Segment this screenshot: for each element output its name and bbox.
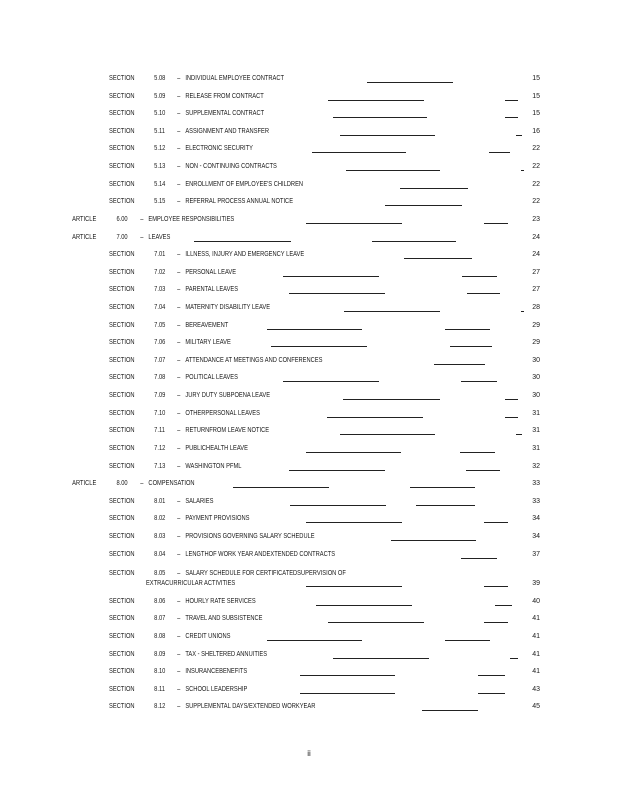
toc-entry-kind: SECTION	[109, 633, 135, 640]
toc-entry-dash: –	[177, 686, 181, 693]
toc-entry-title: SUPPLEMENTAL DAYS/EXTENDED WORKYEAR	[185, 703, 316, 710]
toc-entry-number: 8.09	[154, 651, 166, 658]
toc-entry-number: 6.00	[116, 216, 128, 223]
toc-entry-kind: SECTION	[109, 339, 135, 346]
toc-entry-kind: SECTION	[109, 93, 135, 100]
toc-entry-kind: SECTION	[109, 598, 135, 605]
toc-entry-leader-line	[385, 205, 462, 206]
toc-entry-page-number: 41	[532, 651, 540, 658]
toc-entry	[0, 613, 507, 625]
toc-entry-leader-line	[328, 622, 424, 623]
toc-entry-leader-line	[289, 470, 385, 471]
toc-entry-trailing-line	[460, 452, 495, 453]
toc-entry-trailing-line	[461, 381, 497, 382]
toc-entry-page-number: 27	[532, 286, 540, 293]
toc-entry-dash: –	[177, 445, 181, 452]
toc-entry-leader-line	[271, 346, 367, 347]
toc-entry-dash: –	[177, 703, 181, 710]
toc-entry-title: NON - CONTINUING CONTRACTS	[185, 163, 277, 170]
toc-entry	[0, 443, 507, 455]
toc-entry-trailing-line	[505, 399, 518, 400]
toc-entry-title: BEREAVEMENT	[185, 322, 229, 329]
toc-entry-title: PROVISIONS GOVERNING SALARY SCHEDULE	[185, 533, 315, 540]
toc-entry-leader-line	[346, 170, 440, 171]
toc-entry	[0, 513, 507, 525]
toc-entry-trailing-line	[505, 100, 518, 101]
toc-entry	[0, 461, 507, 473]
toc-entry-page-number: 41	[532, 615, 540, 622]
toc-entry-title: TAX - SHELTERED ANNUITIES	[185, 651, 268, 658]
toc-entry-dash: –	[177, 615, 181, 622]
toc-entry-leader-line	[328, 100, 424, 101]
toc-entry-page-number: 39	[532, 580, 540, 587]
toc-entry-kind: SECTION	[109, 251, 135, 258]
toc-entry-number: 5.11	[154, 128, 165, 135]
toc-entry-trailing-line	[416, 505, 475, 506]
toc-entry	[0, 478, 507, 490]
toc-entry-leader-line	[300, 693, 395, 694]
toc-entry-number: 7.04	[154, 304, 166, 311]
toc-entry-dash: –	[177, 198, 181, 205]
toc-entry	[0, 649, 507, 661]
toc-entry-dash: –	[140, 216, 144, 223]
toc-entry-dash: –	[177, 633, 181, 640]
toc-entry-dash: –	[177, 551, 181, 558]
toc-entry-number: 8.05	[154, 570, 166, 577]
toc-entry-trailing-line	[484, 622, 508, 623]
toc-entry-number: 8.00	[116, 480, 128, 487]
toc-entry-dash: –	[177, 515, 181, 522]
toc-entry	[0, 108, 507, 120]
toc-entry	[0, 531, 507, 543]
toc-entry-title: CREDIT UNIONS	[185, 633, 231, 640]
toc-entry	[0, 232, 507, 244]
toc-entry-trailing-line	[484, 586, 508, 587]
toc-entry-kind: SECTION	[109, 128, 135, 135]
toc-entry-page-number: 28	[532, 304, 540, 311]
toc-entry-trailing-line	[450, 346, 492, 347]
toc-entry-leader-line	[290, 505, 386, 506]
toc-entry-kind: SECTION	[109, 615, 135, 622]
toc-entry-dash: –	[177, 163, 181, 170]
toc-entry-leader-line	[434, 364, 485, 365]
toc-entry-kind: SECTION	[109, 304, 135, 311]
toc-entry-leader-line	[327, 417, 423, 418]
toc-entry-dash: –	[177, 145, 181, 152]
toc-entry-kind: SECTION	[109, 703, 135, 710]
toc-entry-kind: ARTICLE	[72, 480, 97, 487]
toc-entry-number: 5.10	[154, 110, 166, 117]
toc-entry-kind: SECTION	[109, 463, 135, 470]
toc-entry-trailing-line	[484, 522, 508, 523]
toc-entry-leader-line	[233, 487, 329, 488]
toc-entry-dash: –	[177, 598, 181, 605]
toc-entry-number: 7.08	[154, 374, 166, 381]
toc-entry-leader-line	[367, 82, 453, 83]
toc-entry-number: 7.12	[154, 445, 166, 452]
toc-entry	[0, 126, 507, 138]
toc-entry-kind: SECTION	[109, 570, 135, 577]
toc-entry-number: 8.08	[154, 633, 166, 640]
toc-entry-number: 8.11	[154, 686, 165, 693]
toc-entry	[0, 701, 507, 713]
toc-entry-leader-line	[316, 605, 412, 606]
toc-entry-title-continued: EXTRACURRICULAR ACTIVITIES	[145, 580, 236, 587]
toc-entry-kind: SECTION	[109, 75, 135, 82]
toc-entry-page-number: 24	[532, 234, 540, 241]
toc-entry-trailing-line	[410, 487, 475, 488]
toc-entry-title: PARENTAL LEAVES	[185, 286, 239, 293]
toc-entry-dash: –	[177, 110, 181, 117]
toc-entry-page-number: 29	[532, 322, 540, 329]
toc-entry-leader-line	[267, 640, 362, 641]
toc-entry-kind: SECTION	[109, 110, 135, 117]
toc-entry-title: RETURNFROM LEAVE NOTICE	[185, 427, 270, 434]
toc-entry-title: MATERNITY DISABILITY LEAVE	[185, 304, 271, 311]
toc-entry-title: PUBLICHEALTH LEAVE	[185, 445, 248, 452]
toc-entry-dash: –	[140, 234, 144, 241]
toc-entry-page-number: 23	[532, 216, 540, 223]
toc-entry-title: SALARIES	[185, 498, 214, 505]
toc-entry-number: 7.11	[154, 427, 165, 434]
toc-entry-number: 7.03	[154, 286, 166, 293]
toc-entry-title: ATTENDANCE AT MEETINGS AND CONFERENCES	[185, 357, 323, 364]
toc-entry-kind: SECTION	[109, 145, 135, 152]
toc-entry-trailing-line	[521, 311, 524, 312]
toc-entry-leader-line	[267, 329, 362, 330]
toc-entry-kind: SECTION	[109, 515, 135, 522]
toc-entry	[0, 302, 507, 314]
toc-entry-dash: –	[177, 392, 181, 399]
toc-entry-dash: –	[177, 128, 181, 135]
toc-entry	[0, 596, 507, 608]
toc-entry	[0, 320, 507, 332]
toc-entry-page-number: 29	[532, 339, 540, 346]
toc-entry-page-number: 22	[532, 163, 540, 170]
toc-entry-leader-line	[306, 452, 401, 453]
toc-entry-dash: –	[177, 651, 181, 658]
toc-entry-title: ILLNESS, INJURY AND EMERGENCY LEAVE	[185, 251, 305, 258]
toc-entry-trailing-line	[521, 170, 524, 171]
toc-entry-title: RELEASE FROM CONTRACT	[185, 93, 264, 100]
toc-entry-kind: SECTION	[109, 551, 135, 558]
toc-entry-kind: SECTION	[109, 410, 135, 417]
toc-entry-title: SCHOOL LEADERSHIP	[185, 686, 248, 693]
toc-entry-title: EMPLOYEE RESPONSIBILITIES	[148, 216, 235, 223]
toc-entry	[0, 408, 507, 420]
toc-entry-page-number: 40	[532, 598, 540, 605]
toc-entry-number: 7.10	[154, 410, 166, 417]
toc-entry-number: 7.02	[154, 269, 166, 276]
toc-entry-trailing-line	[445, 329, 490, 330]
toc-entry-page-number: 15	[532, 75, 540, 82]
toc-entry-kind: SECTION	[109, 651, 135, 658]
toc-entry-dash: –	[177, 286, 181, 293]
toc-entry	[0, 496, 507, 508]
toc-entry-number: 8.02	[154, 515, 166, 522]
toc-entry-number: 8.07	[154, 615, 166, 622]
toc-entry-dash: –	[177, 410, 181, 417]
toc-entry	[0, 684, 507, 696]
toc-entry-dash: –	[140, 480, 144, 487]
toc-entry-dash: –	[177, 322, 181, 329]
toc-entry-dash: –	[177, 339, 181, 346]
toc-entry-number: 7.05	[154, 322, 166, 329]
toc-entry-page-number: 32	[532, 463, 540, 470]
toc-entry-number: 8.03	[154, 533, 166, 540]
toc-entry-kind: SECTION	[109, 445, 135, 452]
toc-entry-title: PERSONAL LEAVE	[185, 269, 237, 276]
toc-entry-kind: SECTION	[109, 392, 135, 399]
toc-entry	[0, 73, 507, 85]
toc-entry-trailing-line	[462, 276, 497, 277]
toc-entry-page-number: 33	[532, 480, 540, 487]
toc-entry-page-number: 15	[532, 93, 540, 100]
toc-entry-leader-line	[343, 399, 440, 400]
toc-entry	[0, 143, 507, 155]
toc-entry-trailing-line	[478, 693, 505, 694]
toc-entry-dash: –	[177, 251, 181, 258]
toc-entry-page-number: 41	[532, 668, 540, 675]
toc-entry-leader-line	[306, 586, 402, 587]
toc-entry-page-number: 34	[532, 515, 540, 522]
toc-entry-title: ENROLLMENT OF EMPLOYEE'S CHILDREN	[185, 181, 304, 188]
toc-entry-page-number: 22	[532, 198, 540, 205]
toc-entry-number: 8.06	[154, 598, 166, 605]
toc-entry-kind: SECTION	[109, 686, 135, 693]
toc-entry-number: 8.01	[154, 498, 166, 505]
toc-entry-trailing-line	[510, 658, 518, 659]
toc-entry-page-number: 45	[532, 703, 540, 710]
toc-entry	[0, 549, 507, 561]
toc-entry-title: SALARY SCHEDULE FOR CERTIFICATEDSUPERVISION OF	[185, 570, 346, 577]
toc-entry-number: 7.06	[154, 339, 166, 346]
toc-entry-leader-line	[289, 293, 385, 294]
toc-entry-leader-line	[283, 276, 379, 277]
toc-entry-number: 8.10	[154, 668, 166, 675]
toc-entry-number: 7.00	[116, 234, 128, 241]
toc-entry	[0, 390, 507, 402]
toc-entry-trailing-line	[489, 152, 510, 153]
toc-entry-number: 7.01	[154, 251, 166, 258]
toc-entry-leader-line	[344, 311, 440, 312]
page-footer-number: ii	[307, 749, 311, 758]
toc-entry-page-number: 27	[532, 269, 540, 276]
toc-entry-page-number: 22	[532, 145, 540, 152]
toc-entry-dash: –	[177, 93, 181, 100]
toc-entry-leader-line	[422, 710, 478, 711]
toc-entry-kind: SECTION	[109, 374, 135, 381]
toc-entry-title: MILITARY LEAVE	[185, 339, 231, 346]
toc-entry-title: OTHERPERSONAL LEAVES	[185, 410, 260, 417]
toc-entry-title: LEAVES	[148, 234, 171, 241]
toc-entry-page-number: 30	[532, 357, 540, 364]
toc-entry	[0, 179, 507, 191]
toc-entry-trailing-line	[467, 293, 500, 294]
toc-entry-kind: SECTION	[109, 181, 135, 188]
toc-entry-title: WASHINGTON PFML	[185, 463, 242, 470]
toc-entry-kind: ARTICLE	[72, 234, 97, 241]
toc-entry-number: 7.13	[154, 463, 166, 470]
toc-entry-number: 5.13	[154, 163, 166, 170]
toc-entry-kind: SECTION	[109, 269, 135, 276]
toc-entry-number: 5.15	[154, 198, 166, 205]
toc-entry-trailing-line	[505, 417, 518, 418]
toc-entry-number: 5.12	[154, 145, 166, 152]
toc-entry-trailing-line	[445, 640, 490, 641]
toc-entry-kind: SECTION	[109, 163, 135, 170]
toc-entry-trailing-line	[466, 470, 500, 471]
toc-entry	[0, 196, 507, 208]
toc-entry-page-number: 33	[532, 498, 540, 505]
toc-entry-page-number: 30	[532, 374, 540, 381]
toc-entry-dash: –	[177, 570, 181, 577]
toc-entry	[0, 284, 507, 296]
toc-entry-dash: –	[177, 75, 181, 82]
toc-entry-page-number: 30	[532, 392, 540, 399]
toc-entry-leader-line	[306, 522, 402, 523]
toc-entry-title: PAYMENT PROVISIONS	[185, 515, 250, 522]
toc-entry-title: JURY DUTY SUBPOENA LEAVE	[185, 392, 271, 399]
toc-entry-trailing-line	[505, 117, 518, 118]
toc-entry-title: INDIVIDUAL EMPLOYEE CONTRACT	[185, 75, 284, 82]
toc-entry	[0, 355, 507, 367]
toc-entry-dash: –	[177, 533, 181, 540]
toc-entry-kind: SECTION	[109, 427, 135, 434]
toc-entry	[0, 214, 507, 226]
toc-entry-leader-line	[340, 135, 435, 136]
toc-entry-trailing-line	[516, 135, 522, 136]
toc-entry-title: HOURLY RATE SERVICES	[185, 598, 256, 605]
toc-entry-leader-line	[300, 675, 395, 676]
toc-entry	[0, 372, 507, 384]
toc-entry-leader-line	[283, 381, 379, 382]
toc-entry	[0, 161, 507, 173]
toc-entry-trailing-line	[372, 241, 456, 242]
toc-entry-page-number: 41	[532, 633, 540, 640]
toc-entry-dash: –	[177, 181, 181, 188]
toc-entry-title: SUPPLEMENTAL CONTRACT	[185, 110, 265, 117]
toc-entry-page-number: 43	[532, 686, 540, 693]
toc-entry-kind: SECTION	[109, 357, 135, 364]
toc-entry-number: 7.09	[154, 392, 166, 399]
toc-entry-kind: SECTION	[109, 322, 135, 329]
toc-entry-trailing-line	[478, 675, 505, 676]
toc-entry-title: POLITICAL LEAVES	[185, 374, 238, 381]
toc-entry-leader-line	[340, 434, 435, 435]
toc-entry-leader-line	[391, 540, 476, 541]
toc-entry-page-number: 22	[532, 181, 540, 188]
toc-entry-dash: –	[177, 668, 181, 675]
toc-entry	[0, 631, 507, 643]
toc-entry-leader-line	[312, 152, 406, 153]
toc-entry-title: LENGTHOF WORK YEAR ANDEXTENDED CONTRACTS	[185, 551, 336, 558]
toc-entry-title: ELECTRONIC SECURITY	[185, 145, 253, 152]
toc-entry-leader-line	[194, 241, 291, 242]
toc-entry-trailing-line	[495, 605, 512, 606]
toc-entry-leader-line	[333, 117, 427, 118]
toc-entry-leader-line	[306, 223, 402, 224]
toc-entry-dash: –	[177, 463, 181, 470]
toc-entry-trailing-line	[516, 434, 522, 435]
toc-entry-leader-line	[400, 188, 468, 189]
toc-entry-leader-line	[333, 658, 429, 659]
toc-entry-page-number: 31	[532, 427, 540, 434]
toc-entry-page-number: 31	[532, 445, 540, 452]
toc-entry-dash: –	[177, 304, 181, 311]
toc-entry-number: 5.09	[154, 93, 166, 100]
toc-entry-kind: SECTION	[109, 498, 135, 505]
toc-entry-title: INSURANCEBENEFITS	[185, 668, 248, 675]
toc-entry	[0, 267, 507, 279]
toc-entry-page-number: 16	[532, 128, 540, 135]
toc-entry	[0, 337, 507, 349]
toc-entry-dash: –	[177, 269, 181, 276]
toc-entry-page-number: 31	[532, 410, 540, 417]
toc-entry-trailing-line	[484, 223, 508, 224]
toc-entry-page-number: 15	[532, 110, 540, 117]
toc-entry-kind: SECTION	[109, 286, 135, 293]
toc-entry	[0, 91, 507, 103]
toc-entry-number: 5.14	[154, 181, 166, 188]
toc-entry-number: 7.07	[154, 357, 166, 364]
toc-entry-continuation	[0, 578, 507, 590]
toc-entry-dash: –	[177, 374, 181, 381]
toc-entry-leader-line	[404, 258, 472, 259]
toc-entry-kind: SECTION	[109, 533, 135, 540]
toc-entry-title: TRAVEL AND SUBSISTENCE	[185, 615, 263, 622]
toc-entry-dash: –	[177, 357, 181, 364]
toc-entry-number: 8.12	[154, 703, 166, 710]
toc-entry-page-number: 34	[532, 533, 540, 540]
toc-entry-number: 5.08	[154, 75, 166, 82]
toc-entry-dash: –	[177, 427, 181, 434]
toc-entry-page-number: 24	[532, 251, 540, 258]
toc-entry	[0, 666, 507, 678]
toc-entry-kind: SECTION	[109, 668, 135, 675]
toc-entry-kind: ARTICLE	[72, 216, 97, 223]
toc-entry-title: REFERRAL PROCESS ANNUAL NOTICE	[185, 198, 294, 205]
toc-entry-title: ASSIGNMENT AND TRANSFER	[185, 128, 269, 135]
toc-entry-title: COMPENSATION	[148, 480, 195, 487]
toc-entry	[0, 249, 507, 261]
toc-entry-kind: SECTION	[109, 198, 135, 205]
toc-entry-page-number: 37	[532, 551, 540, 558]
toc-entry	[0, 425, 507, 437]
toc-entry-number: 8.04	[154, 551, 166, 558]
toc-entry-dash: –	[177, 498, 181, 505]
toc-entry-leader-line	[461, 558, 497, 559]
